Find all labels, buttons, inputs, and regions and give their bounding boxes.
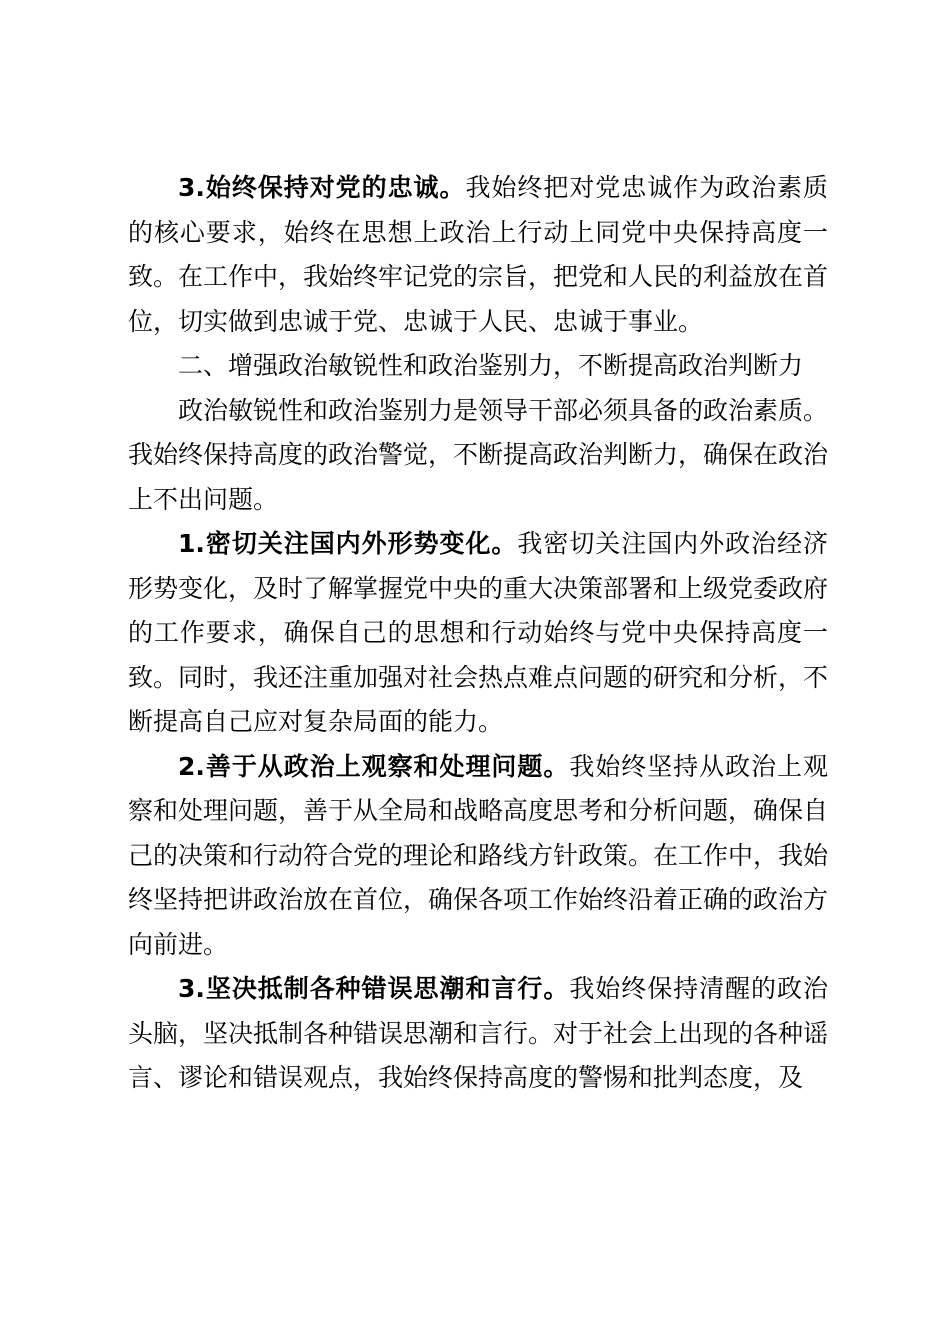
section-heading-political-sensitivity bbox=[128, 344, 828, 389]
paragraph-political-observation bbox=[128, 745, 828, 968]
paragraph-loyalty bbox=[128, 166, 828, 344]
paragraph-resist-erroneous-trends bbox=[128, 967, 828, 1101]
paragraph-heading: 2.善于从政治上观察和处理问题。 bbox=[178, 751, 570, 781]
paragraph-heading: 3.坚决抵制各种错误思潮和言行。 bbox=[178, 974, 570, 1003]
paragraph-text: 我始终保持清醒的政治头脑，坚决抵制各种错误思潮和言行。对于社会上出现的各种谣言、谬论和错误观点，我始终保持高度的警惕和批判态度，及 bbox=[128, 974, 829, 1092]
paragraph-text: 我密切关注国内外政治经济形势变化，及时了解掌握党中央的重大决策部署和上级党委政府的工作要求，确保自己的思想和行动始终与党中央保持高度一致。同时，我还注重加强对社会热点难点问题的研究和分析，不断提高自己应对复杂局面的能力。 bbox=[128, 529, 829, 736]
document-body bbox=[128, 166, 828, 1101]
paragraph-text: 我始终把对党忠诚作为政治素质的核心要求，始终在思想上政治上行动上同党中央保持高度一致。在工作中，我始终牢记党的宗旨，把党和人民的利益放在首位，切实做到忠诚于党、忠诚于人民、忠诚于事业。 bbox=[128, 173, 829, 336]
paragraph-section-intro bbox=[128, 389, 828, 523]
paragraph-text: 政治敏锐性和政治鉴别力是领导干部必须具备的政治素质。我始终保持高度的政治警觉，不断提高政治判断力，确保在政治上不出问题。 bbox=[128, 395, 829, 514]
paragraph-text: 我始终坚持从政治上观察和处理问题，善于从全局和战略高度思考和分析问题，确保自己的决策和行动符合党的理论和路线方针政策。在工作中，我始终坚持把讲政治放在首位，确保各项工作始终沿着正确的政治方向前进。 bbox=[128, 751, 829, 959]
section-heading-text: 二、增强政治敏锐性和政治鉴别力，不断提高政治判断力 bbox=[178, 351, 804, 380]
paragraph-heading: 1.密切关注国内外形势变化。 bbox=[178, 529, 518, 558]
paragraph-heading: 3.始终保持对党的忠诚。 bbox=[178, 173, 466, 202]
paragraph-situation-awareness bbox=[128, 522, 828, 745]
